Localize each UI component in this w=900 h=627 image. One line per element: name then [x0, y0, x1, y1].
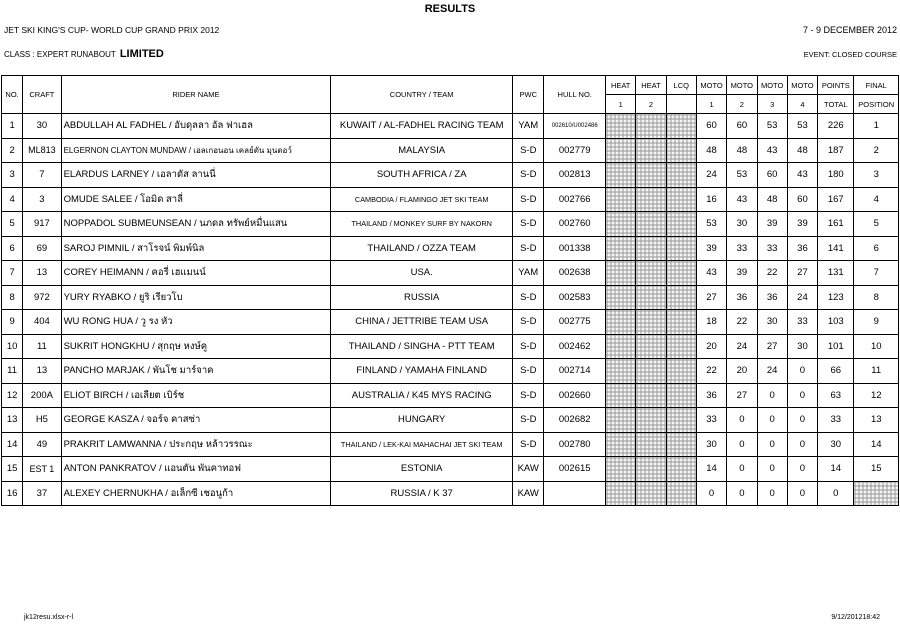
cell-moto1: 24 — [696, 163, 726, 188]
cell-pwc: S-D — [513, 236, 544, 261]
cell-moto2: 43 — [727, 187, 757, 212]
col-country: COUNTRY / TEAM — [331, 76, 513, 114]
cell-hull: 002583 — [544, 285, 606, 310]
cell-pwc: YAM — [513, 261, 544, 286]
table-row — [2, 383, 899, 408]
cell-moto1: 60 — [696, 114, 726, 139]
cell-no: 14 — [2, 432, 23, 457]
cell-heat2-empty — [636, 432, 666, 457]
cell-lcq-empty — [666, 457, 696, 482]
table-row — [2, 408, 899, 433]
cell-pwc: KAW — [513, 457, 544, 482]
page-title: RESULTS — [424, 3, 476, 15]
cell-heat2-empty — [636, 285, 666, 310]
cell-moto2: 48 — [727, 138, 757, 163]
cell-points: 66 — [818, 359, 854, 384]
cell-pwc: KAW — [513, 481, 544, 506]
cell-lcq-empty — [666, 138, 696, 163]
col-heat2: HEAT — [636, 76, 666, 95]
cell-moto4: 0 — [787, 383, 817, 408]
cell-country: THAILAND / OZZA TEAM — [331, 236, 513, 261]
cell-rider: ELARDUS LARNEY / เอลาดัส ลานนี่ — [61, 163, 331, 188]
cell-country: HUNGARY — [331, 408, 513, 433]
cell-pwc: S-D — [513, 310, 544, 335]
cell-moto4: 53 — [787, 114, 817, 139]
cell-no: 2 — [2, 138, 23, 163]
cell-lcq-empty — [666, 408, 696, 433]
cell-rider: NOPPADOL SUBMEUNSEAN / นภดล ทรัพย์หมื่นแสน — [61, 212, 331, 237]
cell-no: 10 — [2, 334, 23, 359]
cell-heat1-empty — [606, 163, 636, 188]
cell-final: 8 — [854, 285, 899, 310]
cell-rider: ABDULLAH AL FADHEL / อับดุลลา อัล ฟาเฮล — [61, 114, 331, 139]
cell-moto2: 60 — [727, 114, 757, 139]
cell-pwc: S-D — [513, 285, 544, 310]
cell-rider: YURY RYABKO / ยูริ เรียวโบ — [61, 285, 331, 310]
cell-points: 103 — [818, 310, 854, 335]
cell-final: 11 — [854, 359, 899, 384]
cell-moto2: 0 — [727, 481, 757, 506]
col-final-sub: POSITION — [854, 95, 899, 114]
cell-rider: ALEXEY CHERNUKHA / อเล็กซี เชอนูก้า — [61, 481, 331, 506]
cell-heat1-empty — [606, 432, 636, 457]
cell-craft: 13 — [23, 261, 61, 286]
cell-final: 1 — [854, 114, 899, 139]
col-moto4: MOTO — [787, 76, 817, 95]
cell-moto3: 39 — [757, 212, 787, 237]
cell-moto1: 22 — [696, 359, 726, 384]
cell-hull: 002638 — [544, 261, 606, 286]
cell-moto1: 39 — [696, 236, 726, 261]
cell-country: AUSTRALIA / K45 MYS RACING — [331, 383, 513, 408]
event-name: JET SKI KING'S CUP- WORLD CUP GRAND PRIX 2012 — [4, 25, 220, 35]
cell-moto4: 0 — [787, 408, 817, 433]
cell-country: RUSSIA — [331, 285, 513, 310]
cell-no: 1 — [2, 114, 23, 139]
class-value: LIMITED — [119, 48, 164, 60]
cell-pwc: S-D — [513, 359, 544, 384]
cell-moto3: 0 — [757, 457, 787, 482]
table-row — [2, 432, 899, 457]
cell-points: 131 — [818, 261, 854, 286]
cell-hull: 001338 — [544, 236, 606, 261]
cell-moto2: 24 — [727, 334, 757, 359]
cell-heat2-empty — [636, 481, 666, 506]
cell-final: 6 — [854, 236, 899, 261]
cell-heat1-empty — [606, 236, 636, 261]
cell-final: 3 — [854, 163, 899, 188]
table-row — [2, 481, 899, 506]
cell-final: 2 — [854, 138, 899, 163]
cell-heat2-empty — [636, 187, 666, 212]
cell-final: 5 — [854, 212, 899, 237]
cell-hull: 002462 — [544, 334, 606, 359]
cell-no: 15 — [2, 457, 23, 482]
cell-craft: EST 1 — [23, 457, 61, 482]
cell-moto1: 43 — [696, 261, 726, 286]
cell-craft: H5 — [23, 408, 61, 433]
cell-heat1-empty — [606, 138, 636, 163]
cell-moto3: 0 — [757, 408, 787, 433]
cell-moto2: 53 — [727, 163, 757, 188]
table-row — [2, 163, 899, 188]
cell-moto4: 48 — [787, 138, 817, 163]
cell-points: 33 — [818, 408, 854, 433]
cell-hull: 002714 — [544, 359, 606, 384]
cell-heat1-empty — [606, 481, 636, 506]
cell-heat1-empty — [606, 114, 636, 139]
cell-rider: PANCHO MARJAK / พันโช มาร์จาค — [61, 359, 331, 384]
cell-pwc: S-D — [513, 334, 544, 359]
cell-lcq-empty — [666, 187, 696, 212]
race-class — [4, 48, 164, 60]
cell-pwc: S-D — [513, 163, 544, 188]
cell-no: 13 — [2, 408, 23, 433]
cell-country: KUWAIT / AL-FADHEL RACING TEAM — [331, 114, 513, 139]
cell-moto4: 36 — [787, 236, 817, 261]
event-type: EVENT: CLOSED COURSE — [803, 50, 897, 59]
cell-moto2: 39 — [727, 261, 757, 286]
cell-rider: ELIOT BIRCH / เอเลียต เบิร์ช — [61, 383, 331, 408]
col-craft: CRAFT — [23, 76, 61, 114]
cell-final: 9 — [854, 310, 899, 335]
cell-moto3: 0 — [757, 432, 787, 457]
table-row — [2, 334, 899, 359]
cell-heat1-empty — [606, 359, 636, 384]
cell-moto2: 36 — [727, 285, 757, 310]
table-row — [2, 261, 899, 286]
cell-lcq-empty — [666, 334, 696, 359]
cell-moto2: 22 — [727, 310, 757, 335]
cell-lcq-empty — [666, 285, 696, 310]
cell-moto3: 0 — [757, 383, 787, 408]
cell-heat2-empty — [636, 114, 666, 139]
col-moto2: MOTO — [727, 76, 757, 95]
class-label: CLASS : EXPERT RUNABOUT — [4, 50, 116, 59]
cell-hull: 002682 — [544, 408, 606, 433]
cell-heat2-empty — [636, 383, 666, 408]
cell-craft: 11 — [23, 334, 61, 359]
cell-hull: 002813 — [544, 163, 606, 188]
cell-heat1-empty — [606, 457, 636, 482]
cell-points: 226 — [818, 114, 854, 139]
cell-moto4: 0 — [787, 457, 817, 482]
results-table — [1, 75, 899, 506]
col-lcq-sub — [666, 95, 696, 114]
cell-pwc: S-D — [513, 408, 544, 433]
col-pwc: PWC — [513, 76, 544, 114]
cell-points: 167 — [818, 187, 854, 212]
cell-moto1: 53 — [696, 212, 726, 237]
cell-pwc: S-D — [513, 432, 544, 457]
col-moto3-sub: 3 — [757, 95, 787, 114]
cell-moto1: 27 — [696, 285, 726, 310]
cell-points: 0 — [818, 481, 854, 506]
cell-country: SOUTH AFRICA / ZA — [331, 163, 513, 188]
cell-moto1: 20 — [696, 334, 726, 359]
cell-moto3: 48 — [757, 187, 787, 212]
cell-moto4: 27 — [787, 261, 817, 286]
cell-heat2-empty — [636, 334, 666, 359]
cell-hull: 002780 — [544, 432, 606, 457]
cell-moto1: 33 — [696, 408, 726, 433]
cell-craft: 37 — [23, 481, 61, 506]
cell-no: 9 — [2, 310, 23, 335]
cell-country: MALAYSIA — [331, 138, 513, 163]
cell-points: 14 — [818, 457, 854, 482]
cell-rider: GEORGE KASZA / จอร์จ คาสซ่า — [61, 408, 331, 433]
cell-moto3: 30 — [757, 310, 787, 335]
event-dates: 7 - 9 DECEMBER 2012 — [802, 25, 897, 35]
cell-final: 10 — [854, 334, 899, 359]
cell-rider: ANTON PANKRATOV / แอนตัน พันคาทอฟ — [61, 457, 331, 482]
cell-moto4: 60 — [787, 187, 817, 212]
table-row — [2, 359, 899, 384]
col-moto4-sub: 4 — [787, 95, 817, 114]
cell-moto1: 18 — [696, 310, 726, 335]
cell-craft: ML813 — [23, 138, 61, 163]
cell-final: 12 — [854, 383, 899, 408]
cell-country: THAILAND / LEK-KAI MAHACHAI JET SKI TEAM — [331, 432, 513, 457]
cell-heat2-empty — [636, 163, 666, 188]
cell-country: CHINA / JETTRIBE TEAM USA — [331, 310, 513, 335]
cell-points: 187 — [818, 138, 854, 163]
cell-lcq-empty — [666, 114, 696, 139]
cell-heat2-empty — [636, 261, 666, 286]
cell-points: 63 — [818, 383, 854, 408]
cell-hull: 002610/U002486 — [544, 114, 606, 139]
cell-heat2-empty — [636, 408, 666, 433]
header-row — [2, 76, 899, 95]
cell-no: 4 — [2, 187, 23, 212]
cell-pwc: S-D — [513, 212, 544, 237]
cell-rider: PRAKRIT LAMWANNA / ประกฤษ หล้าวรรณะ — [61, 432, 331, 457]
cell-moto3: 22 — [757, 261, 787, 286]
cell-lcq-empty — [666, 432, 696, 457]
cell-heat1-empty — [606, 187, 636, 212]
cell-moto4: 0 — [787, 359, 817, 384]
col-final: FINAL — [854, 76, 899, 95]
cell-moto1: 48 — [696, 138, 726, 163]
cell-moto4: 0 — [787, 481, 817, 506]
col-points-sub: TOTAL — [818, 95, 854, 114]
cell-hull: 002660 — [544, 383, 606, 408]
cell-moto1: 16 — [696, 187, 726, 212]
table-row — [2, 187, 899, 212]
cell-rider: SUKRIT HONGKHU / สุกฤษ หงษ์คู — [61, 334, 331, 359]
cell-country: RUSSIA / K 37 — [331, 481, 513, 506]
cell-lcq-empty — [666, 310, 696, 335]
cell-moto4: 24 — [787, 285, 817, 310]
cell-lcq-empty — [666, 383, 696, 408]
cell-rider: COREY HEIMANN / คอรี่ เฮแมนน์ — [61, 261, 331, 286]
cell-final: 7 — [854, 261, 899, 286]
cell-lcq-empty — [666, 261, 696, 286]
col-points: POINTS — [818, 76, 854, 95]
cell-country: CAMBODIA / FLAMINGO JET SKI TEAM — [331, 187, 513, 212]
cell-heat1-empty — [606, 383, 636, 408]
cell-country: ESTONIA — [331, 457, 513, 482]
cell-points: 30 — [818, 432, 854, 457]
cell-no: 16 — [2, 481, 23, 506]
footer-print-date: 9/12/201218:42 — [831, 614, 880, 621]
cell-heat2-empty — [636, 359, 666, 384]
cell-final: 4 — [854, 187, 899, 212]
cell-heat2-empty — [636, 212, 666, 237]
cell-heat2-empty — [636, 236, 666, 261]
cell-craft: 49 — [23, 432, 61, 457]
cell-craft: 30 — [23, 114, 61, 139]
cell-points: 161 — [818, 212, 854, 237]
col-moto1: MOTO — [696, 76, 726, 95]
cell-moto2: 20 — [727, 359, 757, 384]
col-lcq: LCQ — [666, 76, 696, 95]
cell-craft: 69 — [23, 236, 61, 261]
cell-hull: 002760 — [544, 212, 606, 237]
table-row — [2, 138, 899, 163]
cell-rider: ELGERNON CLAYTON MUNDAW / เอลเกอนอน เคลย์ตัน มุนดอว์ — [61, 138, 331, 163]
cell-no: 5 — [2, 212, 23, 237]
cell-moto1: 0 — [696, 481, 726, 506]
cell-craft: 917 — [23, 212, 61, 237]
cell-moto3: 60 — [757, 163, 787, 188]
cell-lcq-empty — [666, 212, 696, 237]
col-no: NO. — [2, 76, 23, 114]
col-heat1: HEAT — [606, 76, 636, 95]
cell-final: 13 — [854, 408, 899, 433]
cell-points: 141 — [818, 236, 854, 261]
cell-moto2: 27 — [727, 383, 757, 408]
cell-rider: SAROJ PIMNIL / สาโรจน์ พิมพ์นิล — [61, 236, 331, 261]
cell-moto2: 33 — [727, 236, 757, 261]
cell-moto1: 30 — [696, 432, 726, 457]
cell-moto3: 43 — [757, 138, 787, 163]
cell-heat2-empty — [636, 457, 666, 482]
cell-country: FINLAND / YAMAHA FINLAND — [331, 359, 513, 384]
cell-lcq-empty — [666, 481, 696, 506]
cell-moto3: 53 — [757, 114, 787, 139]
cell-craft: 7 — [23, 163, 61, 188]
cell-no: 12 — [2, 383, 23, 408]
cell-heat1-empty — [606, 408, 636, 433]
table-row — [2, 212, 899, 237]
cell-points: 180 — [818, 163, 854, 188]
cell-hull: 002775 — [544, 310, 606, 335]
cell-moto4: 0 — [787, 432, 817, 457]
cell-heat1-empty — [606, 212, 636, 237]
cell-hull: 002615 — [544, 457, 606, 482]
cell-moto3: 24 — [757, 359, 787, 384]
cell-hull: 002766 — [544, 187, 606, 212]
cell-moto4: 30 — [787, 334, 817, 359]
cell-country: THAILAND / SINGHA - PTT TEAM — [331, 334, 513, 359]
cell-no: 3 — [2, 163, 23, 188]
col-moto1-sub: 1 — [696, 95, 726, 114]
cell-final: 14 — [854, 432, 899, 457]
cell-no: 8 — [2, 285, 23, 310]
cell-moto1: 14 — [696, 457, 726, 482]
cell-craft: 200A — [23, 383, 61, 408]
col-rider: RIDER NAME — [61, 76, 331, 114]
cell-moto3: 36 — [757, 285, 787, 310]
cell-heat1-empty — [606, 261, 636, 286]
col-heat2-sub: 2 — [636, 95, 666, 114]
cell-moto4: 39 — [787, 212, 817, 237]
cell-lcq-empty — [666, 163, 696, 188]
cell-rider: WU RONG HUA / วู รง หัว — [61, 310, 331, 335]
col-moto2-sub: 2 — [727, 95, 757, 114]
cell-hull — [544, 481, 606, 506]
cell-moto4: 43 — [787, 163, 817, 188]
cell-pwc: S-D — [513, 187, 544, 212]
cell-moto4: 33 — [787, 310, 817, 335]
cell-craft: 404 — [23, 310, 61, 335]
cell-points: 101 — [818, 334, 854, 359]
cell-country: USA. — [331, 261, 513, 286]
cell-heat1-empty — [606, 334, 636, 359]
cell-rider: OMUDE SALEE / โอมิด สาลี่ — [61, 187, 331, 212]
cell-no: 7 — [2, 261, 23, 286]
table-row — [2, 457, 899, 482]
cell-craft: 13 — [23, 359, 61, 384]
col-heat1-sub: 1 — [606, 95, 636, 114]
cell-heat1-empty — [606, 285, 636, 310]
cell-pwc: S-D — [513, 383, 544, 408]
cell-moto2: 0 — [727, 408, 757, 433]
cell-moto1: 36 — [696, 383, 726, 408]
cell-moto2: 0 — [727, 432, 757, 457]
col-hull: HULL NO. — [544, 76, 606, 114]
cell-moto2: 0 — [727, 457, 757, 482]
cell-pwc: S-D — [513, 138, 544, 163]
cell-points: 123 — [818, 285, 854, 310]
cell-craft: 3 — [23, 187, 61, 212]
cell-lcq-empty — [666, 359, 696, 384]
cell-country: THAILAND / MONKEY SURF BY NAKORN — [331, 212, 513, 237]
col-moto3: MOTO — [757, 76, 787, 95]
table-row — [2, 236, 899, 261]
cell-no: 6 — [2, 236, 23, 261]
cell-craft: 972 — [23, 285, 61, 310]
table-row — [2, 310, 899, 335]
cell-heat2-empty — [636, 138, 666, 163]
cell-moto2: 30 — [727, 212, 757, 237]
cell-heat2-empty — [636, 310, 666, 335]
cell-moto3: 33 — [757, 236, 787, 261]
cell-moto3: 27 — [757, 334, 787, 359]
footer-filename: jk12resu.xlsx-r-l — [24, 614, 74, 621]
cell-hull: 002779 — [544, 138, 606, 163]
cell-no: 11 — [2, 359, 23, 384]
table-row — [2, 285, 899, 310]
cell-lcq-empty — [666, 236, 696, 261]
cell-pwc: YAM — [513, 114, 544, 139]
cell-heat1-empty — [606, 310, 636, 335]
cell-moto3: 0 — [757, 481, 787, 506]
table-row — [2, 114, 899, 139]
cell-final: 15 — [854, 457, 899, 482]
cell-final — [854, 481, 899, 506]
